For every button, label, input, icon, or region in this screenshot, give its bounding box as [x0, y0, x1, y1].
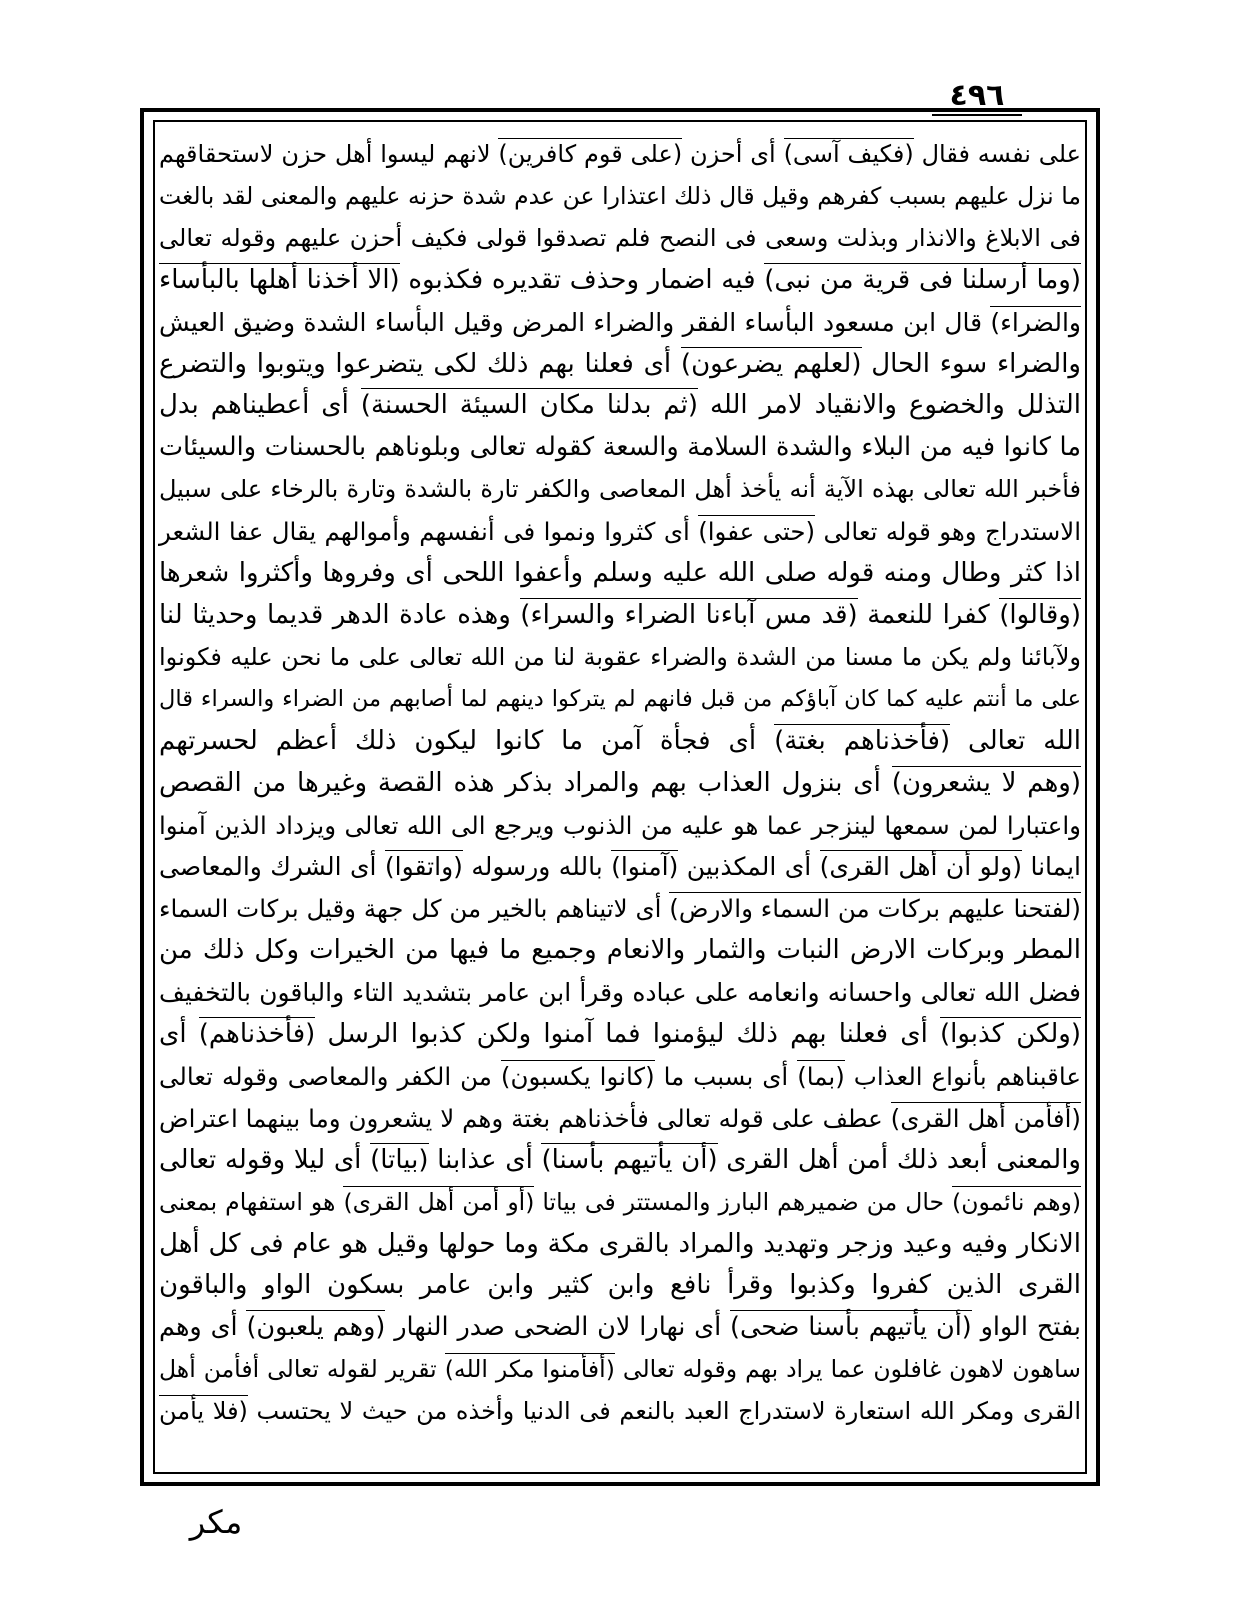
text-line: (ولكن كذبوا) أى فعلنا بهم ذلك ليؤمنوا فما آمنوا ولكن كذبوا الرسل (فأخذناهم) أى	[159, 1019, 1081, 1050]
text-line: الاستدراج وهو قوله تعالى (حتى عفوا) أى كثروا ونموا فى أنفسهم وأموالهم يقال عفا الشعر	[159, 517, 1082, 547]
quran-quote: (أو أمن أهل القرى)	[343, 1187, 535, 1216]
text-line: المطر وبركات الارض النبات والثمار والانعام وجميع ما فيها من الخيرات وكل ذلك من	[159, 935, 1081, 966]
text-line: بفتح الواو (أن يأتيهم بأسنا ضحى) أى نهارا لان الضحى صدر النهار (وهم يلعبون) أى وهم	[159, 1312, 1081, 1343]
quran-quote: (وهم يلعبون)	[246, 1312, 386, 1343]
text-line: (وما أرسلنا فى قرية من نبى) فيه اضمار وحذف تقديره فكذبوه (الا أخذنا أهلها بالبأساء	[159, 264, 1081, 295]
quran-quote: (فأخذناهم بغتة)	[774, 725, 951, 756]
text-line: ما نزل عليهم بسبب كفرهم وقيل قال ذلك اعتذارا عن عدم شدة حزنه عليهم والمعنى لقد بالغت	[159, 181, 1081, 210]
text-line: (وهم لا يشعرون) أى بنزول العذاب بهم والمراد بذكر هذه القصة وغيرها من القصص	[159, 767, 1081, 798]
text-line: والضراء) قال ابن مسعود البأساء الفقر والضراء المرض وقيل البأساء الشدة وضيق العيش	[159, 307, 1081, 337]
quran-quote: (فلا يأمن	[159, 1397, 248, 1426]
quran-quote: (قد مس آباءنا الضراء والسراء)	[520, 599, 858, 630]
text-line: القرى الذين كفروا وكذبوا وقرأ نافع وابن كثير وابن عامر بسكون الواو والباقون	[159, 1270, 1081, 1301]
quran-quote: (آمنوا)	[611, 852, 679, 882]
text-line: والمعنى أبعد ذلك أمن أهل القرى (أن يأتيهم بأسنا) أى عذابنا (بياتا) أى ليلا وقوله تعالى	[159, 1144, 1081, 1175]
quran-quote: (أفأمن أهل القرى)	[890, 1103, 1081, 1133]
body-text	[159, 134, 1081, 1433]
quran-quote: (ثم بدلنا مكان السيئة الحسنة)	[360, 390, 699, 421]
quran-quote: (بما)	[797, 1061, 845, 1091]
page-frame-inner	[153, 120, 1087, 1474]
text-line: (لفتحنا عليهم بركات من السماء والارض) أى لاتيناهم بالخير من كل جهة وقيل بركات السماء	[159, 894, 1081, 924]
quran-quote: (فكيف آسى)	[783, 140, 914, 168]
text-line: واعتبارا لمن سمعها لينزجر عما هو عليه من الذنوب ويرجع الى الله تعالى ويزداد الذين آمنوا	[159, 810, 1081, 840]
quran-quote: (فأخذناهم)	[198, 1019, 316, 1050]
text-line: فى الابلاغ والانذار وبذلت وسعى فى النصح فلم تصدقوا قولى فكيف أحزن عليهم وقوله تعالى	[159, 223, 1081, 252]
text-line: اذا كثر وطال ومنه قوله صلى الله عليه وسلم وأعفوا اللحى أى وفروها وأكثروا شعرها	[159, 558, 1081, 589]
text-line: على نفسه فقال (فكيف آسى) أى أحزن (على قوم كافرين) لانهم ليسوا أهل حزن لاستحقاقهم	[159, 140, 1082, 168]
quran-quote: (ولكن كذبوا)	[940, 1019, 1081, 1050]
quran-quote: (على قوم كافرين)	[498, 140, 683, 168]
quran-quote: (واتقوا)	[384, 852, 463, 882]
text-line: القرى ومكر الله استعارة لاستدراج العبد بالنعم فى الدنيا وأخذه من حيث لا يحتسب (فلا يأمن	[159, 1397, 1081, 1426]
quran-quote: (وهم نائمون)	[952, 1187, 1081, 1216]
catchword: مكر	[189, 1503, 243, 1541]
text-line: التذلل والخضوع والانقياد لامر الله (ثم بدلنا مكان السيئة الحسنة) أى أعطيناهم بدل	[159, 390, 1081, 421]
quran-quote: (لفتحنا عليهم بركات من السماء والارض)	[669, 894, 1081, 924]
page-number: ٤٩٦	[932, 78, 1022, 116]
text-line: فضل الله تعالى واحسانه وانعامه على عباده وقرأ ابن عامر بتشديد التاء والباقون بالتخفيف	[159, 978, 1081, 1008]
text-line: (أفأمن أهل القرى) عطف على قوله تعالى فأخذناهم بغتة وهم لا يشعرون وما بينهما اعتراض	[159, 1103, 1081, 1133]
text-line: الله تعالى (فأخذناهم بغتة) أى فجأة آمن ما كانوا ليكون ذلك أعظم لحسرتهم	[159, 725, 1081, 756]
quran-quote: (ولو أن أهل القرى)	[819, 852, 1023, 882]
page-frame	[140, 108, 1100, 1486]
quran-quote: (بياتا)	[370, 1144, 429, 1175]
quran-quote: (أفأمنوا مكر الله)	[444, 1355, 615, 1384]
quran-quote: (وما أرسلنا فى قرية من نبى)	[764, 264, 1081, 295]
quran-quote: (وقالوا)	[999, 599, 1081, 630]
text-line: الانكار وفيه وعيد وزجر وتهديد والمراد بالقرى مكة وما حولها وقيل هو عام فى كل أهل	[159, 1228, 1081, 1259]
quran-quote: والضراء)	[990, 307, 1081, 337]
text-line: ايمانا (ولو أن أهل القرى) أى المكذبين (آمنوا) بالله ورسوله (واتقوا) أى الشرك والمعاصى	[159, 852, 1081, 882]
text-line: والضراء سوء الحال (لعلهم يضرعون) أى فعلنا بهم ذلك لكى يتضرعوا ويتوبوا والتضرع	[159, 348, 1081, 379]
text-line: ساهون لاهون غافلون عما يراد بهم وقوله تعالى (أفأمنوا مكر الله) تقرير لقوله تعالى أفأمن أهل	[159, 1355, 1081, 1384]
quran-quote: (أن يأتيهم بأسنا ضحى)	[730, 1312, 972, 1343]
text-line: على ما أنتم عليه كما كان آباؤكم من قبل فانهم لم يتركوا دينهم لما أصابهم من الضراء والسراء قال	[159, 685, 1081, 712]
text-line: (وهم نائمون) حال من ضميرهم البارز والمستتر فى بياتا (أو أمن أهل القرى) هو استفهام بمعنى	[159, 1187, 1081, 1216]
text-line: فأخبر الله تعالى بهذه الآية أنه يأخذ أهل المعاصى والكفر تارة بالشدة وتارة بالرخاء على سبيل	[159, 475, 1081, 504]
quran-quote: (حتى عفوا)	[698, 517, 816, 547]
quran-quote: (كانوا يكسبون)	[500, 1061, 655, 1091]
text-line: عاقبناهم بأنواع العذاب (بما) أى بسبب ما (كانوا يكسبون) من الكفر والمعاصى وقوله تعالى	[159, 1061, 1081, 1091]
quran-quote: (الا أخذنا أهلها بالبأساء	[159, 264, 400, 295]
quran-quote: (لعلهم يضرعون)	[680, 348, 862, 379]
text-line: ما كانوا فيه من البلاء والشدة السلامة والسعة كقوله تعالى وبلوناهم بالحسنات والسيئات	[159, 432, 1081, 463]
quran-quote: (أن يأتيهم بأسنا)	[541, 1144, 718, 1175]
quran-quote: (وهم لا يشعرون)	[891, 767, 1081, 798]
text-line: ولآبائنا ولم يكن ما مسنا من الشدة والضراء عقوبة لنا من الله تعالى على ما نحن عليه فكونوا	[159, 642, 1081, 671]
text-line: (وقالوا) كفرا للنعمة (قد مس آباءنا الضراء والسراء) وهذه عادة الدهر قديما وحديثا لنا	[159, 599, 1081, 630]
